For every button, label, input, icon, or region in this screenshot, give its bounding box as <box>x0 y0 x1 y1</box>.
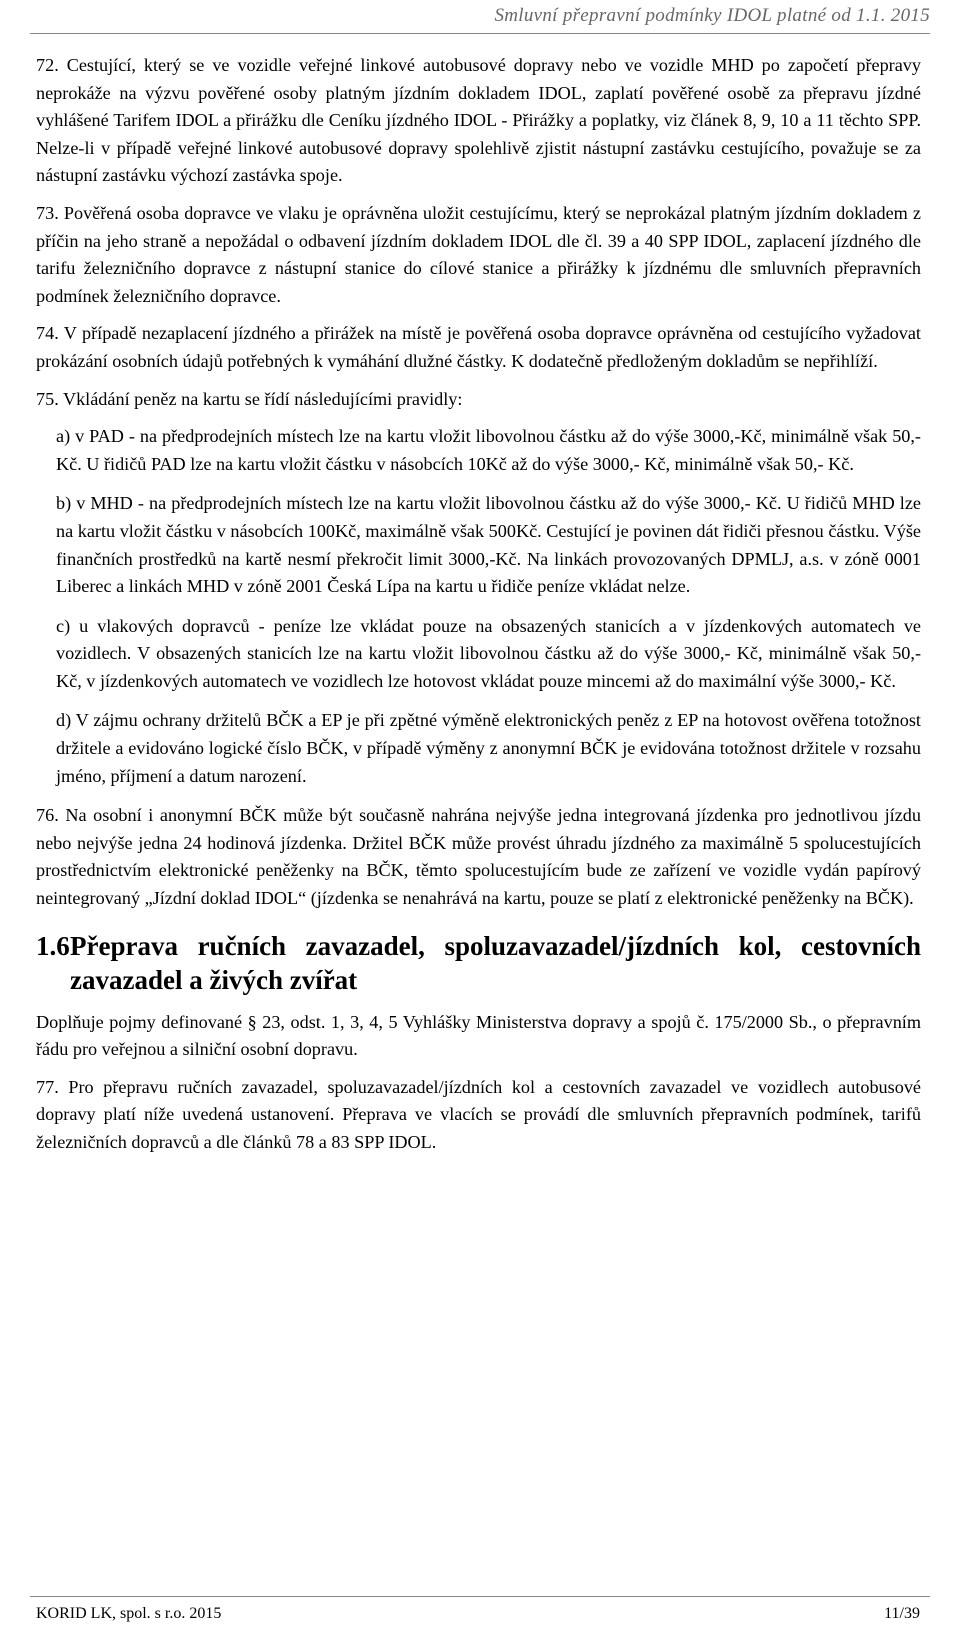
paragraph-75c: c) u vlakových dopravců - peníze lze vkládat pouze na obsazených stanicích a v jízdenkových automatech ve vozidlech. V obsazených stanicích lze na kartu vložit libovolnou částku až do výše 3000,- Kč, minimálně však 50,- Kč, v jízdenkových automatech ve vozidlech lze hotovost vkládat pouze mincemi až do maximální výše 3000,- Kč. <box>56 615 921 691</box>
paragraph-72: 72. Cestující, který se ve vozidle veřejné linkové autobusové dopravy nebo ve vozidle MHD po započetí přepravy neprokáže na výzvu pověřené osoby platným jízdním dokladem IDOL, zaplatí pověřené osobě za přepravu jízdné vyhlášené Tarifem IDOL a přirážku dle Ceníku jízdného IDOL - Přirážky a poplatky, viz článek 8, 9, 10 a 11 těchto SPP. Nelze-li v případě veřejné linkové autobusové dopravy spolehlivě zjistit nástupní zastávku cestujícího, považuje se za nástupní zastávku výchozí zastávka spoje. <box>36 55 921 186</box>
paragraph-74: 74. V případě nezaplacení jízdného a přirážek na místě je pověřená osoba dopravce oprávněna od cestujícího vyžadovat prokázání osobních údajů potřebných k vymáhání dlužné částky. K dodatečně předloženým dokladům se nepřihlíží. <box>36 323 921 371</box>
page-number: 11/39 <box>884 1605 920 1622</box>
section-title: Přeprava ručních zavazadel, spoluzavazadel/jízdních kol, cestovních zavazadel a živých zvířat <box>70 930 921 995</box>
section-heading <box>36 929 921 997</box>
footer-company: KORID LK, spol. s r.o. 2015 <box>36 1605 222 1622</box>
paragraph-75: 75. Vkládání peněz na kartu se řídí následujícími pravidly: <box>36 388 463 409</box>
paragraph-76: 76. Na osobní i anonymní BČK může být současně nahrána nejvýše jedna integrovaná jízdenka pro jednotlivou jízdu nebo nejvýše jedna 24 hodinová jízdenka. Držitel BČK může provést úhradu jízdného za maximálně 5 spolucestujících prostřednictvím elektronické peněženky na BČK, těmto spolucestujícím bude ze zařízení ve vozidle vydán papírový neintegrovaný „Jízdní doklad IDOL“ (jízdenka se nenahrává na kartu, pouze se platí z elektronické peněženky na BČK). <box>36 805 921 909</box>
document-body <box>36 52 921 1167</box>
running-header: Smluvní přepravní podmínky IDOL platné od 1.1. 2015 <box>494 5 930 26</box>
paragraph-75a: a) v PAD - na předprodejních místech lze na kartu vložit libovolnou částku až do výše 3000,-Kč, minimálně však 50,- Kč. U řidičů PAD lze na kartu vložit částku v násobcích 10Kč až do výše 3000,- Kč, minimálně však 50,- Kč. <box>56 426 921 474</box>
header-divider <box>30 33 930 34</box>
section-number: 1.6 <box>36 930 70 961</box>
section-intro: Doplňuje pojmy definované § 23, odst. 1, 3, 4, 5 Vyhlášky Ministerstva dopravy a spojů č. 175/2000 Sb., o přepravním řádu pro veřejnou a silniční osobní dopravu. <box>36 1011 921 1060</box>
footer-divider <box>30 1596 930 1597</box>
paragraph-77: 77. Pro přepravu ručních zavazadel, spoluzavazadel/jízdních kol a cestovních zavazadel ve vozidlech autobusové dopravy platí níže uvedená ustanovení. Přeprava ve vlacích se provádí dle smluvních přepravních podmínek, tarifů železničních dopravců a dle článků 78 a 83 SPP IDOL. <box>36 1076 921 1152</box>
paragraph-73: 73. Pověřená osoba dopravce ve vlaku je oprávněna uložit cestujícímu, který se neprokázal platným jízdním dokladem z příčin na jeho straně a nepožádal o odbavení jízdním dokladem IDOL dle čl. 39 a 40 SPP IDOL, zaplacení jízdného dle tarifu železničního dopravce z nástupní stanice do cílové stanice a přirážky k jízdnému dle smluvních přepravních podmínek železničního dopravce. <box>36 202 921 306</box>
paragraph-75d: d) V zájmu ochrany držitelů BČK a EP je při zpětné výměně elektronických peněz z EP na hotovost ověřena totožnost držitele a evidováno logické číslo BČK, v případě výměny z anonymní BČK je evidována totožnost držitele v rozsahu jméno, příjmení a datum narození. <box>56 710 921 786</box>
paragraph-75b: b) v MHD - na předprodejních místech lze na kartu vložit libovolnou částku až do výše 3000,- Kč. U řidičů MHD lze na kartu vložit částku v násobcích 100Kč, maximálně však 500Kč. Cestující je povinen dát řidiči přesnou částku. Výše finančních prostředků na kartě nesmí překročit limit 3000,-Kč. Na linkách provozovaných DPMLJ, a.s. v zóně 0001 Liberec a linkách MHD v zóně 2001 Česká Lípa na kartu u řidiče peníze vkládat nelze. <box>56 493 921 597</box>
